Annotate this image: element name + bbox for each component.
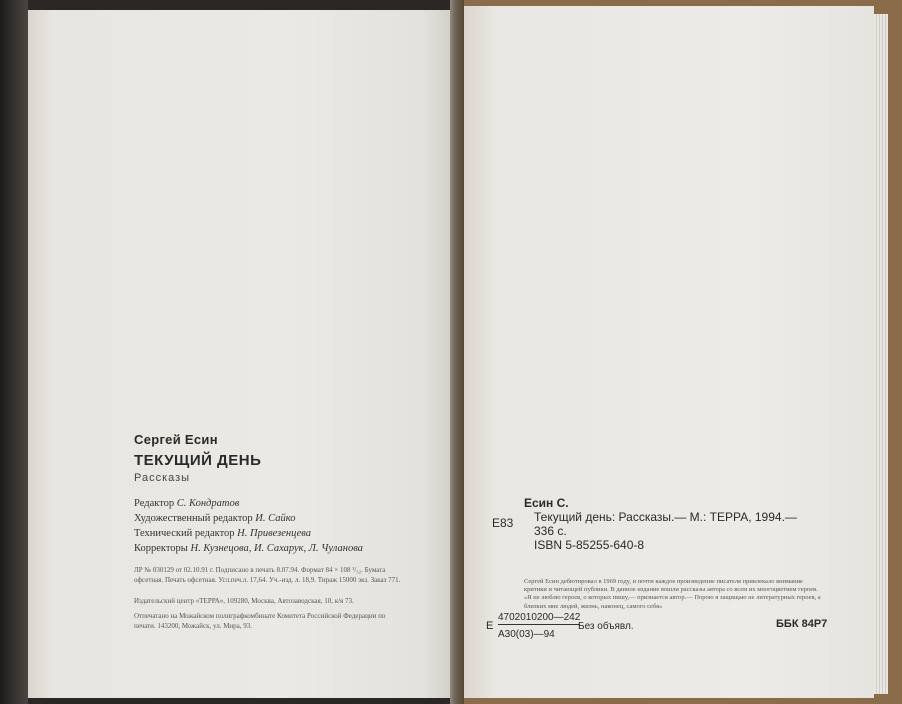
book-title: ТЕКУЩИЙ ДЕНЬ	[134, 452, 262, 469]
credit-line: Художественный редактор И. Сайко	[134, 513, 296, 524]
code-denominator: А30(03)—94	[498, 629, 555, 640]
imprint-block	[134, 432, 454, 630]
license-info: ЛР № 030129 от 02.10.91 г. Подписано в печать 8.07.94. Формат 84 × 108 ¹/₃₂. Бумага офсетная. Печать офсетная. Усл.печ.л. 17,64. Уч.-изд. л. 18,9. Тираж 15000 экз. Заказ 771.	[134, 566, 401, 584]
credit-line: Корректоры Н. Кузнецова, И. Сахарук, Л. Чуланова	[134, 543, 363, 554]
bbk-code: ББК 84Р7	[776, 618, 828, 630]
book-gutter	[450, 0, 464, 704]
author-name: Сергей Есин	[134, 432, 218, 447]
credit-line: Технический редактор Н. Привезенцева	[134, 528, 312, 539]
book-cover-left-edge	[0, 0, 28, 704]
credit-line: Редактор С. Кондратов	[134, 498, 240, 509]
card-line: 336 с.	[534, 524, 567, 538]
card-author: Есин С.	[524, 496, 569, 510]
code-letter: Е	[486, 620, 494, 632]
book-subtitle: Рассказы	[134, 472, 191, 484]
annotation-text: Сергей Есин дебютировал в 1969 году, и почти каждое произведение писателя привлекало внимание критики и читающей публики. В данное издание вошли рассказы автора со всем их многоцветием героев. «Я не люблю героев, о которых пишу,— признается автор.— Порою я защищаю не литературных героев, а близких мне людей, жизнь, наконец, самого себя»	[524, 578, 821, 610]
printer-info: Отпечатано на Можайском полиграфкомбинате Комитета Российской Федерации по печати. 143200, Можайск, ул. Мира, 93.	[134, 612, 386, 630]
code-numerator: 4702010200—242	[498, 612, 581, 623]
credits-list	[134, 496, 363, 556]
catalog-card	[524, 496, 854, 552]
page-block-edge	[874, 14, 888, 694]
index-code: Е83	[492, 516, 514, 530]
left-page	[28, 10, 456, 698]
card-line: Текущий день: Рассказы.— М.: ТЕРРА, 1994.—	[534, 510, 797, 524]
publisher-info: Издательский центр «ТЕРРА», 109280, Москва, Автозаводская, 10, к/я 73.	[134, 597, 354, 605]
card-line: ISBN 5-85255-640-8	[534, 538, 645, 552]
no-ad-note: Без объявл.	[578, 621, 634, 632]
